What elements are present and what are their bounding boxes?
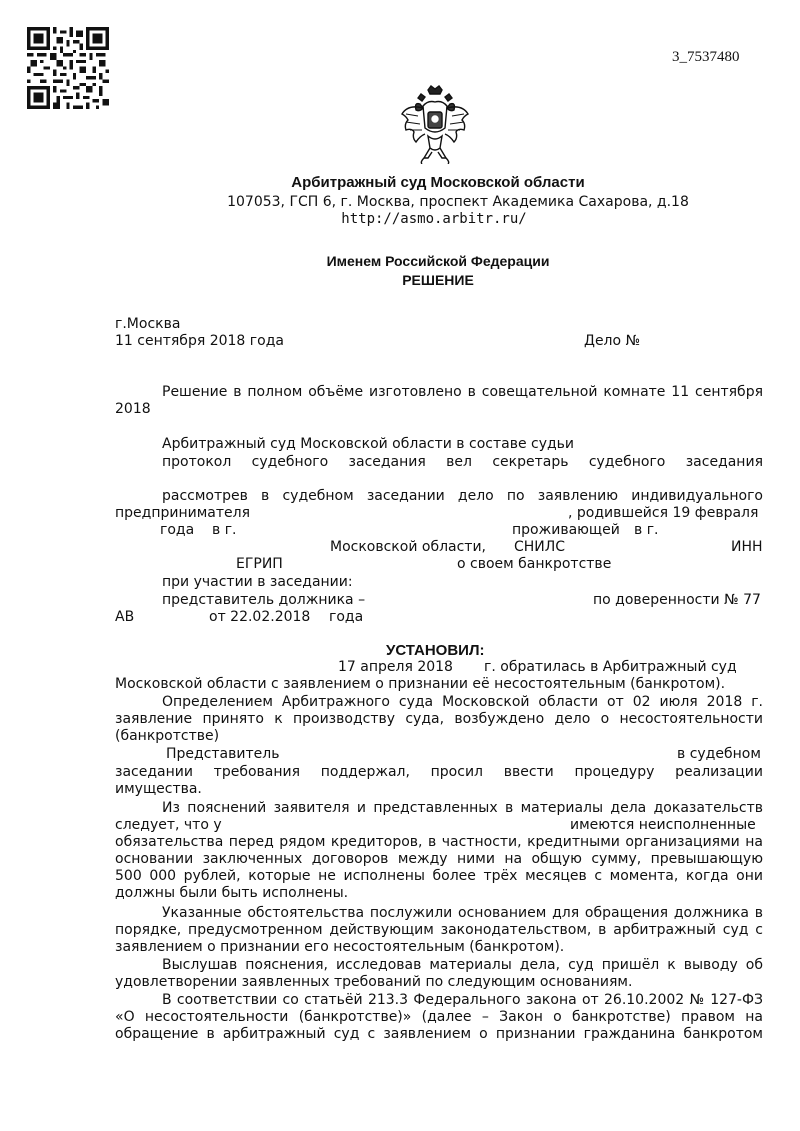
court-name: Арбитражный суд Московской области xyxy=(291,174,585,191)
p2-line: заявление принято к производству суда, возбуждено дело о несостоятельности xyxy=(115,711,763,727)
p4-line: основании заключенных договоров между ними на общую сумму, превышающую xyxy=(115,851,763,867)
protocol-word: вел xyxy=(446,454,472,470)
considering-subject: о своем банкротстве xyxy=(457,556,612,572)
full-text-note-year: 2018 xyxy=(115,401,151,417)
p2-line: Определением Арбитражного суда Московской области от 02 июля 2018 г. xyxy=(162,694,763,710)
document-number: 3_7537480 xyxy=(672,49,740,65)
considering-residing: проживающей xyxy=(512,522,620,538)
snils-label: СНИЛС xyxy=(514,539,566,555)
protocol-word: судебного xyxy=(251,454,329,470)
considering-birth: , родившейся 19 февраля xyxy=(568,505,759,521)
p7-line: обращение в арбитражный суд с заявлением о признании гражданина банкротом xyxy=(115,1026,763,1042)
p4-line: обязательства перед рядом кредиторов, в частности, кредитными организациями на xyxy=(115,834,763,850)
p5-line: заявлением о признании его несостоятельным (банкротом). xyxy=(115,939,565,955)
court-composition: Арбитражный суд Московской области в составе судьи xyxy=(162,436,575,452)
p4-obligations: имеются неисполненные xyxy=(570,817,756,833)
p4-line: должны были быть исполнены. xyxy=(115,885,349,901)
p6-line: Выслушав пояснения, исследовав материалы дела, суд пришёл к выводу об xyxy=(162,957,763,973)
p4-line: 500 000 рублей, которые не исполнены более трёх месяцев с момента, когда они xyxy=(115,868,763,884)
p7-line: «О несостоятельности (банкротстве)» (далее – Закон о банкротстве) правом на xyxy=(115,1009,763,1025)
considering-residing-in: в г. xyxy=(634,522,659,538)
considering-line: рассмотрев в судебном заседании дело по заявлению индивидуального xyxy=(162,488,763,504)
egrip-label: ЕГРИП xyxy=(236,556,283,572)
power-of-attorney-series: АВ xyxy=(115,609,135,625)
decision-date: 11 сентября 2018 года xyxy=(115,333,284,349)
p7-line: В соответствии со статьёй 213.3 Федерального закона от 26.10.2002 № 127-ФЗ xyxy=(162,992,763,1008)
court-protocol xyxy=(162,454,763,471)
participation-label: при участии в заседании: xyxy=(162,574,353,590)
representative-label: представитель должника – xyxy=(162,592,366,608)
considering-region: Московской области, xyxy=(330,539,487,555)
p1-text: г. обратилась в Арбитражный суд xyxy=(484,659,737,675)
p1-line: Московской области с заявлением о признании её несостоятельным (банкротом). xyxy=(115,676,726,692)
p2-line: (банкротстве) xyxy=(115,728,220,744)
p5-line: Указанные обстоятельства послужили основанием для обращения должника в xyxy=(162,905,763,921)
double-headed-eagle-emblem-icon xyxy=(398,84,472,164)
case-number-label: Дело № xyxy=(584,333,641,349)
p5-line: порядке, предусмотренном действующим законодательством, в арбитражный суд с xyxy=(115,922,763,938)
power-of-attorney-date: от 22.02.2018 xyxy=(209,609,311,625)
protocol-word: заседания xyxy=(348,454,426,470)
court-url[interactable]: http://asmo.arbitr.ru/ xyxy=(341,211,527,227)
in-the-name-heading: Именем Российской Федерации xyxy=(326,253,550,269)
p1-date: 17 апреля 2018 xyxy=(338,659,453,675)
court-address: 107053, ГСП 6, г. Москва, проспект Академика Сахарова, д.18 xyxy=(227,194,689,210)
protocol-word: протокол xyxy=(162,454,232,470)
p6-line: удовлетворении заявленных требований по следующим основаниям. xyxy=(115,974,633,990)
inn-label: ИНН xyxy=(731,539,763,555)
considering-entrepreneur: предпринимателя xyxy=(115,505,251,521)
p3-line: имущества. xyxy=(115,781,202,797)
established-heading: УСТАНОВИЛ: xyxy=(386,642,485,659)
protocol-word: судебного xyxy=(588,454,666,470)
city: г.Москва xyxy=(115,316,181,332)
qr-code-icon xyxy=(27,27,109,109)
p3-representative: Представитель xyxy=(166,746,280,762)
p3-line: заседании требования поддержал, просил ввести процедуру реализации xyxy=(115,764,763,780)
power-of-attorney-year: года xyxy=(329,609,364,625)
full-text-note-line: Решение в полном объёме изготовлено в совещательной комнате 11 сентября xyxy=(162,384,763,400)
protocol-word: секретарь xyxy=(492,454,569,470)
p4-follows: следует, что у xyxy=(115,817,222,833)
p3-in-court: в судебном xyxy=(677,746,761,762)
considering-born-in: в г. xyxy=(212,522,237,538)
considering-year: года xyxy=(160,522,195,538)
p4-line: Из пояснений заявителя и представленных в материалы дела доказательств xyxy=(162,800,763,816)
decision-heading: РЕШЕНИЕ xyxy=(402,272,474,288)
protocol-word: заседания xyxy=(685,454,763,470)
power-of-attorney: по доверенности № 77 xyxy=(593,592,761,608)
